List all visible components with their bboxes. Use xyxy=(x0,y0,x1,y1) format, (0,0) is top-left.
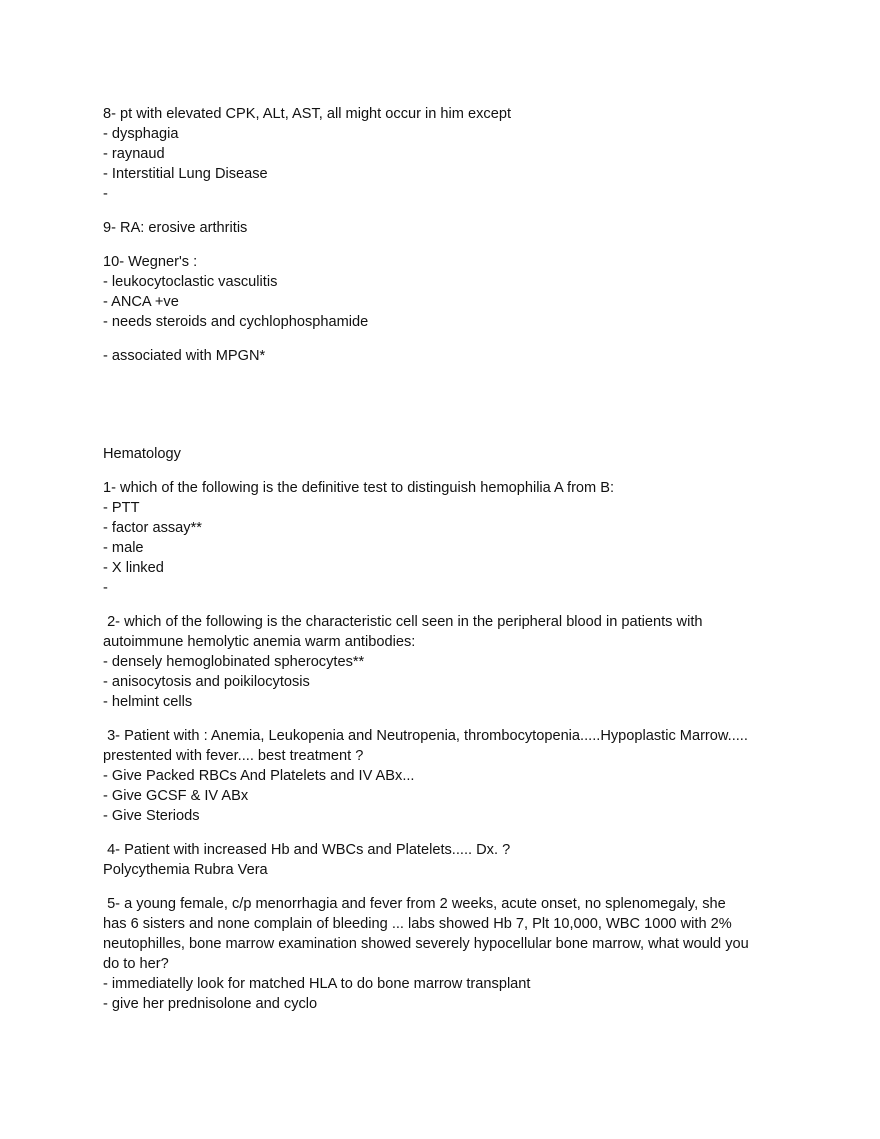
option: - xyxy=(103,580,108,596)
option: - anisocytosis and poikilocytosis xyxy=(103,674,310,690)
hematology-question-4 xyxy=(103,840,793,880)
option: - Give GCSF & IV ABx xyxy=(103,788,249,804)
option: - raynaud xyxy=(103,146,165,162)
hematology-question-2 xyxy=(103,612,793,712)
question-text: 10- Wegner's : xyxy=(103,254,198,270)
option: - xyxy=(103,186,108,202)
question-text: 8- pt with elevated CPK, ALt, AST, all might occur in him except xyxy=(103,106,512,122)
question-text: 3- Patient with : Anemia, Leukopenia and Neutropenia, thrombocytopenia.....Hypoplastic Marrow..... xyxy=(103,728,748,744)
question-text: neutophilles, bone marrow examination showed severely hypocellular bone marrow, what would you xyxy=(103,936,749,952)
option: - PTT xyxy=(103,500,140,516)
question-text: 5- a young female, c/p menorrhagia and fever from 2 weeks, acute onset, no splenomegaly, she xyxy=(103,896,726,912)
question-text: has 6 sisters and none complain of bleeding ... labs showed Hb 7, Plt 10,000, WBC 1000 with 2% xyxy=(103,916,732,932)
option: - densely hemoglobinated spherocytes** xyxy=(103,654,365,670)
option: - factor assay** xyxy=(103,520,202,536)
option: - dysphagia xyxy=(103,126,179,142)
option: - leukocytoclastic vasculitis xyxy=(103,274,278,290)
answer: Polycythemia Rubra Vera xyxy=(103,862,268,878)
option: - Give Packed RBCs And Platelets and IV ABx... xyxy=(103,768,415,784)
hematology-question-3 xyxy=(103,726,793,826)
question-10-note xyxy=(103,346,793,366)
option: - needs steroids and cychlophosphamide xyxy=(103,314,369,330)
question-text: do to her? xyxy=(103,956,169,972)
question-text: 2- which of the following is the characteristic cell seen in the peripheral blood in patients with xyxy=(103,614,703,630)
question-text: 1- which of the following is the definitive test to distinguish hemophilia A from B: xyxy=(103,480,615,496)
hematology-question-5 xyxy=(103,894,793,1014)
option: - Interstitial Lung Disease xyxy=(103,166,268,182)
option: - immediatelly look for matched HLA to do bone marrow transplant xyxy=(103,976,531,992)
option: - ANCA +ve xyxy=(103,294,179,310)
question-8 xyxy=(103,104,793,204)
option: - associated with MPGN* xyxy=(103,348,266,364)
question-9 xyxy=(103,218,793,238)
section-title: Hematology xyxy=(103,446,181,462)
question-text: 4- Patient with increased Hb and WBCs and Platelets..... Dx. ? xyxy=(103,842,511,858)
document-content xyxy=(103,104,793,1028)
option: - Give Steriods xyxy=(103,808,200,824)
question-text: prestented with fever.... best treatment ? xyxy=(103,748,364,764)
option: - X linked xyxy=(103,560,164,576)
option: - male xyxy=(103,540,144,556)
question-text: 9- RA: erosive arthritis xyxy=(103,220,248,236)
option: - helmint cells xyxy=(103,694,193,710)
question-text: autoimmune hemolytic anemia warm antibodies: xyxy=(103,634,416,650)
section-heading xyxy=(103,444,793,464)
question-10 xyxy=(103,252,793,332)
option: - give her prednisolone and cyclo xyxy=(103,996,318,1012)
hematology-question-1 xyxy=(103,478,793,598)
